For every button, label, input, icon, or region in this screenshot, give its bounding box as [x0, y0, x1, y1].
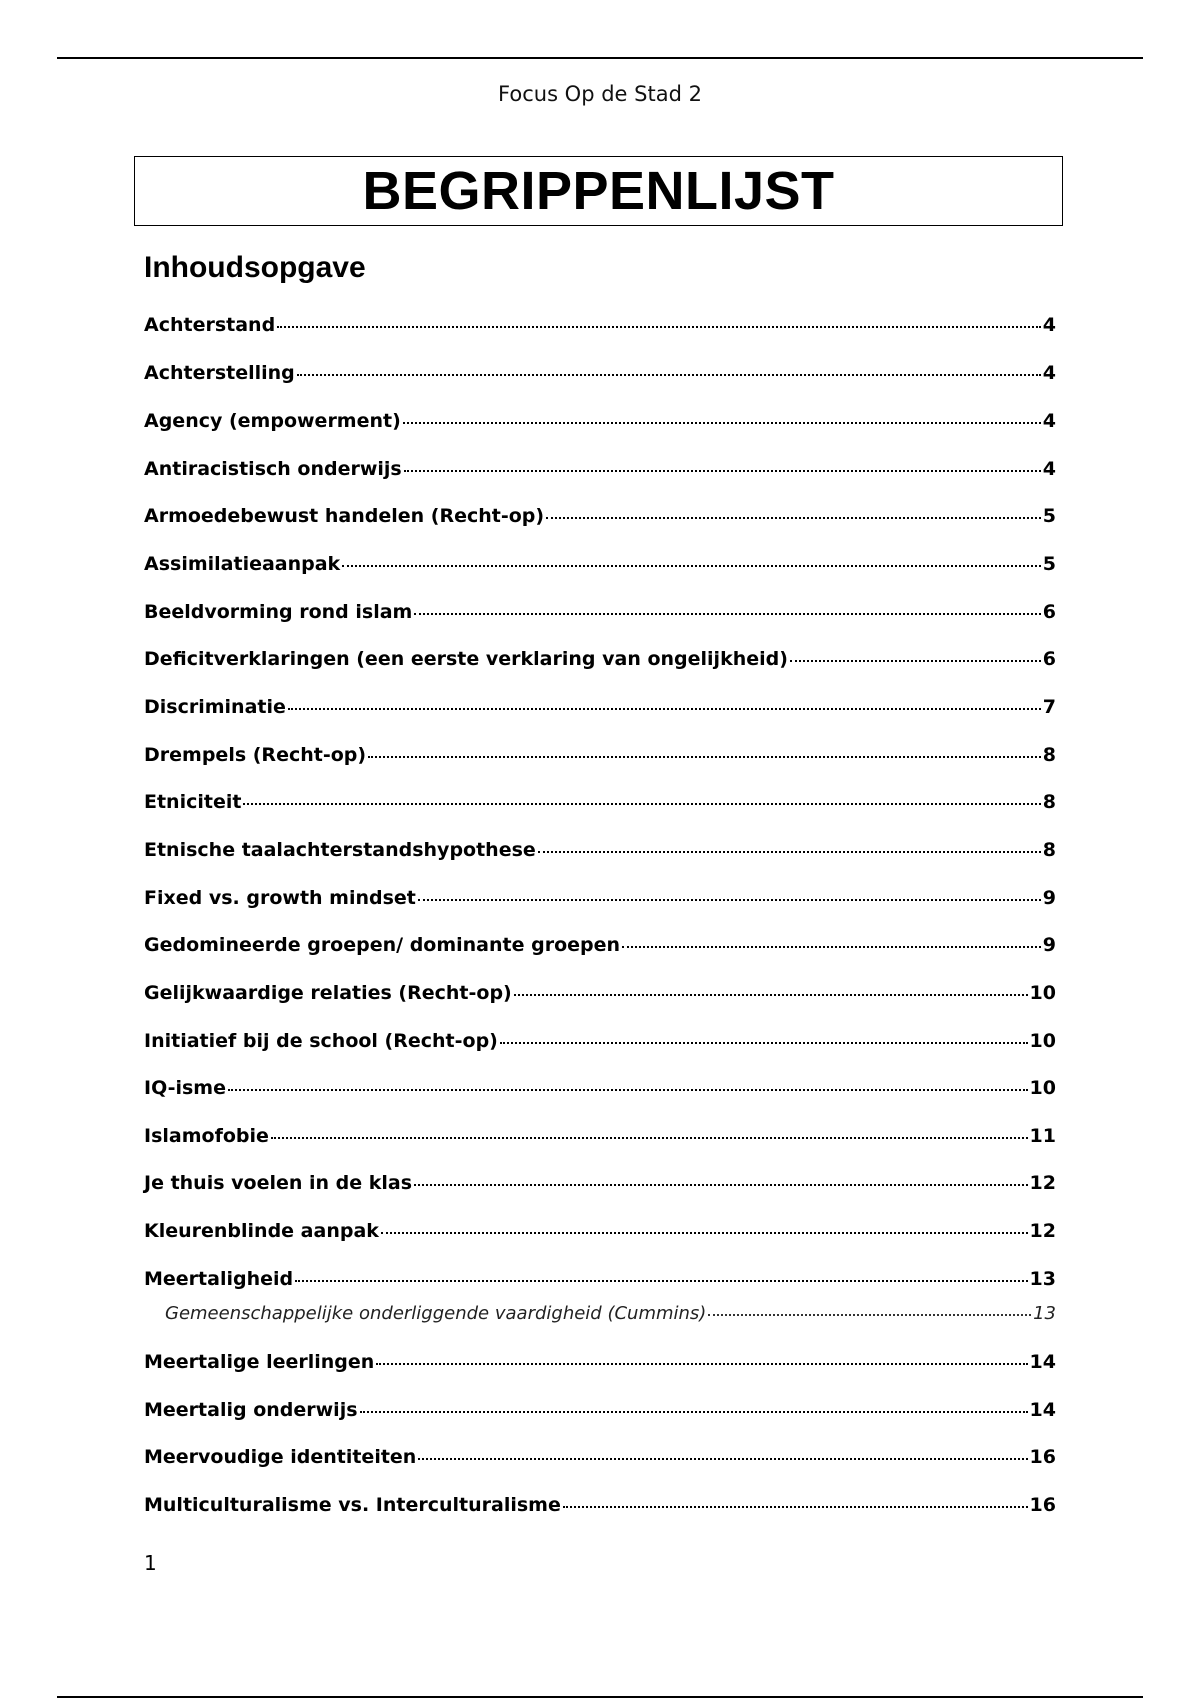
- toc-leader-dots: [277, 326, 1041, 328]
- toc-entry-label: Etniciteit: [144, 791, 242, 813]
- toc-entry[interactable]: [144, 1494, 1056, 1516]
- toc-entry[interactable]: [144, 744, 1056, 766]
- toc-entry-page: 12: [1029, 1172, 1056, 1194]
- toc-entry-page: 9: [1042, 934, 1056, 956]
- toc-entry[interactable]: [144, 314, 1056, 336]
- toc-entry[interactable]: [144, 505, 1056, 527]
- toc-entry-label: Gedomineerde groepen/ dominante groepen: [144, 934, 621, 956]
- toc-entry-label: Etnische taalachterstandshypothese: [144, 839, 536, 861]
- toc-leader-dots: [376, 1363, 1027, 1365]
- toc-leader-dots: [404, 470, 1041, 472]
- toc-entry-label: Beeldvorming rond islam: [144, 601, 413, 623]
- toc-leader-dots: [368, 756, 1041, 758]
- toc-entry-page: 4: [1042, 410, 1056, 432]
- toc-leader-dots: [271, 1137, 1028, 1139]
- toc-entry-page: 10: [1029, 982, 1056, 1004]
- toc-entry-page: 4: [1042, 458, 1056, 480]
- toc-entry-page: 16: [1029, 1446, 1056, 1468]
- toc-entry[interactable]: [144, 1268, 1056, 1290]
- toc-entry-label: Je thuis voelen in de klas: [144, 1172, 413, 1194]
- toc-entry-label: IQ-isme: [144, 1077, 226, 1099]
- toc-leader-dots: [500, 1042, 1028, 1044]
- toc-entry[interactable]: [144, 1125, 1056, 1147]
- toc-entry[interactable]: [144, 1077, 1056, 1099]
- toc-entry-label: Multiculturalisme vs. Interculturalisme: [144, 1494, 561, 1516]
- toc-entry[interactable]: [144, 1351, 1056, 1373]
- toc-entry[interactable]: [144, 839, 1056, 861]
- toc-entry-label: Meertaligheid: [144, 1268, 294, 1290]
- toc-entry-label: Meervoudige identiteiten: [144, 1446, 417, 1468]
- toc-entry[interactable]: [144, 696, 1056, 718]
- toc-entry-label: Meertalige leerlingen: [144, 1351, 375, 1373]
- toc-entry-label: Deficitverklaringen (een eerste verklaring van ongelijkheid): [144, 648, 788, 670]
- toc-entry-page: 12: [1029, 1220, 1056, 1242]
- toc-leader-dots: [381, 1232, 1028, 1234]
- toc-entry[interactable]: [144, 648, 1056, 670]
- toc-entry-page: 10: [1029, 1077, 1056, 1099]
- toc-leader-dots: [288, 708, 1041, 710]
- toc-entry[interactable]: [144, 1220, 1056, 1242]
- toc-entry-page: 9: [1042, 887, 1056, 909]
- toc-entry-label: Initiatief bij de school (Recht-op): [144, 1030, 498, 1052]
- toc-leader-dots: [538, 851, 1041, 853]
- toc-leader-dots: [708, 1314, 1031, 1316]
- toc-entry-page: 8: [1042, 839, 1056, 861]
- toc-leader-dots: [790, 660, 1041, 662]
- toc-entry-page: 5: [1042, 505, 1056, 527]
- toc-entry-page: 11: [1029, 1125, 1056, 1147]
- toc-entry[interactable]: [144, 982, 1056, 1004]
- toc-entry-page: 8: [1042, 791, 1056, 813]
- toc-entry-page: 10: [1029, 1030, 1056, 1052]
- toc-entry[interactable]: [144, 934, 1056, 956]
- toc-leader-dots: [418, 899, 1041, 901]
- footer-rule: [57, 1696, 1143, 1698]
- toc-entry-label: Islamofobie: [144, 1125, 269, 1147]
- toc-entry-page: 4: [1042, 362, 1056, 384]
- toc-entry-page: 5: [1042, 553, 1056, 575]
- toc-entry-label: Meertalig onderwijs: [144, 1399, 358, 1421]
- toc-leader-dots: [360, 1411, 1028, 1413]
- toc-entry-page: 14: [1029, 1399, 1056, 1421]
- document-title: BEGRIPPENLIJST: [362, 161, 835, 221]
- toc-entry-page: 13: [1029, 1268, 1056, 1290]
- toc-leader-dots: [228, 1089, 1028, 1091]
- toc-leader-dots: [418, 1458, 1027, 1460]
- toc-leader-dots: [514, 994, 1028, 996]
- toc-entry-label: Discriminatie: [144, 696, 286, 718]
- toc-entry-page: 6: [1042, 601, 1056, 623]
- toc-entry-page: 14: [1029, 1351, 1056, 1373]
- toc-entry[interactable]: [144, 1446, 1056, 1468]
- toc-leader-dots: [622, 946, 1041, 948]
- toc-entry[interactable]: [144, 1172, 1056, 1194]
- toc-leader-dots: [414, 613, 1040, 615]
- toc-entry-label: Achterstelling: [144, 362, 295, 384]
- toc-entry-label: Gelijkwaardige relaties (Recht-op): [144, 982, 512, 1004]
- toc-heading: Inhoudsopgave: [144, 251, 366, 284]
- toc-entry[interactable]: [144, 1030, 1056, 1052]
- toc-entry[interactable]: [144, 1399, 1056, 1421]
- toc-entry-label: Drempels (Recht-op): [144, 744, 367, 766]
- toc-entry-page: 13: [1033, 1303, 1056, 1324]
- toc-entry-page: 16: [1029, 1494, 1056, 1516]
- page-number: 1: [144, 1551, 157, 1575]
- toc-entry[interactable]: [144, 410, 1056, 432]
- toc-entry[interactable]: [144, 601, 1056, 623]
- toc-entry-label: Gemeenschappelijke onderliggende vaardigheid (Cummins): [165, 1303, 707, 1324]
- toc-leader-dots: [342, 565, 1041, 567]
- toc-leader-dots: [563, 1506, 1028, 1508]
- toc-entry-page: 7: [1042, 696, 1056, 718]
- toc-entry[interactable]: [144, 458, 1056, 480]
- toc-entry-page: 4: [1042, 314, 1056, 336]
- toc-entry-label: Fixed vs. growth mindset: [144, 887, 416, 909]
- toc-entry-label: Antiracistisch onderwijs: [144, 458, 402, 480]
- toc-entry-label: Achterstand: [144, 314, 276, 336]
- toc-entry-page: 8: [1042, 744, 1056, 766]
- toc-entry-page: 6: [1042, 648, 1056, 670]
- toc-leader-dots: [243, 803, 1040, 805]
- toc-leader-dots: [297, 374, 1041, 376]
- toc-entry[interactable]: [144, 553, 1056, 575]
- toc-entry[interactable]: [144, 887, 1056, 909]
- toc-leader-dots: [414, 1184, 1028, 1186]
- toc-leader-dots: [295, 1280, 1027, 1282]
- toc-entry[interactable]: [144, 362, 1056, 384]
- toc-entry-label: Assimilatieaanpak: [144, 553, 341, 575]
- toc-leader-dots: [546, 517, 1041, 519]
- toc-leader-dots: [403, 422, 1041, 424]
- toc-subentry[interactable]: [165, 1303, 1056, 1324]
- toc-entry-label: Agency (empowerment): [144, 410, 401, 432]
- toc-entry-label: Kleurenblinde aanpak: [144, 1220, 379, 1242]
- running-header: Focus Op de Stad 2: [498, 82, 702, 106]
- toc-entry[interactable]: [144, 791, 1056, 813]
- toc-entry-label: Armoedebewust handelen (Recht-op): [144, 505, 545, 527]
